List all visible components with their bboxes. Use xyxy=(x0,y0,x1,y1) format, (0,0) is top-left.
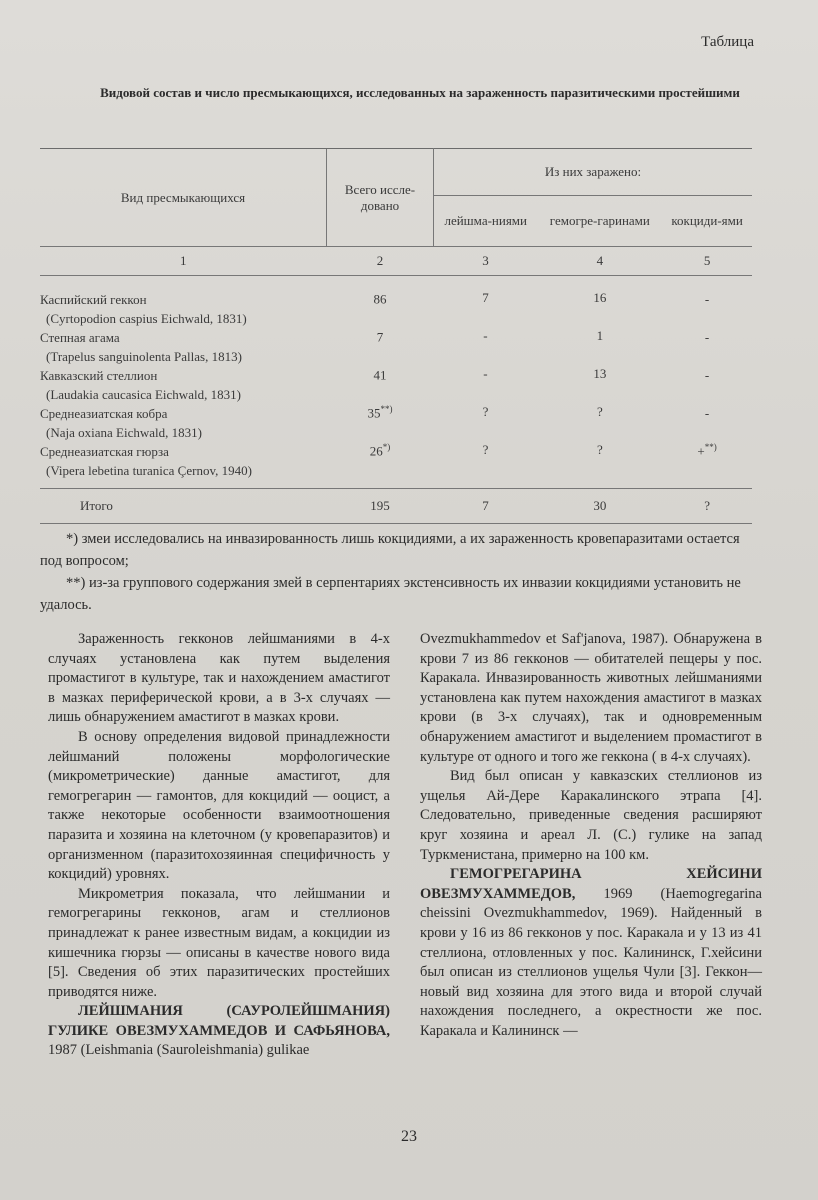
cell-leish: ? xyxy=(482,442,489,457)
paragraph: В основу определения видовой принадлежности лейшманий положены морфологические (микрометрические) данные амастигот, для гемогрегарин — гамонтов, для кокцидий — ооцист, а также некоторые особенности взаимоотношения паразита и хозяина на клеточном (у кровепаразитов) и организменном (паразитохозяинная специфичность у кокцидий) уровнях. xyxy=(48,728,390,883)
species-latin: (Vipera lebetina turanica Çernov, 1940) xyxy=(46,463,252,478)
species-latin: (Laudakia caucasica Eichwald, 1831) xyxy=(46,387,241,402)
cell-leish: 7 xyxy=(482,290,489,305)
paragraph: Вид был описан у кавказских стеллионов из ущелья Ай-Дере Каракалинского этрапа [4]. Следовательно, приведенные сведения расширяют круг хозяина и ареал Л. (С.) гулике на запад Туркменистана, примерно на 100 км. xyxy=(420,768,762,863)
table-notes xyxy=(40,528,760,616)
column-numbers-row xyxy=(40,247,752,276)
cell-haemo: ? xyxy=(596,404,603,419)
species-heading: ЛЕЙШМАНИЯ (САУРОЛЕЙШМАНИЯ) ГУЛИКЕ ОВЕЗМУХАММЕДОВ И САФЬЯНОВА, xyxy=(48,1003,390,1039)
cell-cocc: - xyxy=(704,329,710,345)
colnum: 5 xyxy=(662,247,752,276)
cell-haemo: 13 xyxy=(593,366,607,381)
text-column-left xyxy=(48,630,390,1061)
text-column-right xyxy=(420,630,762,1041)
cell-total: 41 xyxy=(373,367,387,383)
species-name: Среднеазиатская гюрза xyxy=(40,444,169,459)
cell-cocc: +**) xyxy=(697,442,717,459)
paragraph: Зараженность гекконов лейшманиями в 4-х случаях установлена как путем выделения промастигот в культуре, так и нахождением амастигот в мазках периферической крови, а в 3-х случаях — лишь обнаружением амастигот в мазках крови. xyxy=(48,631,390,726)
species-latin: (Cyrtopodion caspius Eichwald, 1831) xyxy=(46,311,247,326)
species-name: Кавказский стеллион xyxy=(40,368,158,383)
table-title: Видовой состав и число пресмыкающихся, исследованных на зараженность паразитическими простейшими xyxy=(100,85,740,100)
cell-cocc: - xyxy=(704,291,710,307)
species-name: Степная агама xyxy=(40,330,120,345)
sum-haemo: 30 xyxy=(537,489,662,524)
header-coccidia: кокциди-ями xyxy=(662,196,752,247)
species-name: Каспийский геккон xyxy=(40,292,147,307)
data-table xyxy=(40,148,752,524)
colnum: 3 xyxy=(434,247,538,276)
header-leishmania: лейшма-ниями xyxy=(434,196,538,247)
species-latin: (Trapelus sanguinolenta Pallas, 1813) xyxy=(46,349,242,364)
header-haemogregarina: гемогре-гаринами xyxy=(537,196,662,247)
table-row xyxy=(40,290,752,328)
cell-haemo: ? xyxy=(596,442,603,457)
cell-cocc: - xyxy=(704,405,710,421)
paragraph: ЛЕЙШМАНИЯ (САУРОЛЕЙШМАНИЯ) ГУЛИКЕ ОВЕЗМУХАММЕДОВ И САФЬЯНОВА, 1987 (Leishmania (Sauroleishmania) gulikae xyxy=(48,1003,390,1059)
table-row xyxy=(40,366,752,404)
total-row xyxy=(40,489,752,524)
species-latin: (Naja oxiana Eichwald, 1831) xyxy=(46,425,202,440)
cell-total: 7 xyxy=(376,329,384,345)
cell-total: 86 xyxy=(373,291,387,307)
table-row xyxy=(40,442,752,480)
note-2: **) из-за группового содержания змей в серпентариях экстенсивность их инвазии кокцидиями установить не удалось. xyxy=(40,575,741,613)
header-total: Всего иссле-довано xyxy=(327,149,434,247)
colnum: 2 xyxy=(327,247,434,276)
cell-total: 26*) xyxy=(369,442,391,459)
cell-haemo: 16 xyxy=(593,290,607,305)
cell-haemo: 1 xyxy=(596,328,604,343)
cell-total: 35**) xyxy=(367,404,393,421)
cell-cocc: - xyxy=(704,367,710,383)
paragraph: ГЕМОГРЕГАРИНА ХЕЙСИНИ ОВЕЗМУХАММЕДОВ, 1969 (Haemogregarina cheissini Ovezmukhammedov, 1969). Найденный в крови у 16 из 86 гекконов у пос. Каракала и у 13 из 41 стеллиона, отловленных у пос. Калининск, Г.хейсини был описан из стеллионов ущелья Чули [3]. Геккон— новый вид хозяина для этого вида и второй случай нахождения последнего, а окрестности же пос. Каракала и Калининск — xyxy=(420,866,762,1039)
species-name: Среднеазиатская кобра xyxy=(40,406,168,421)
note-1: *) змеи исследовались на инвазированность лишь кокцидиями, а их зараженность кровепаразитами остается под вопросом; xyxy=(40,531,740,569)
cell-leish: ? xyxy=(482,404,489,419)
header-species: Вид пресмыкающихся xyxy=(40,149,327,247)
cell-leish: - xyxy=(483,328,488,343)
cell-leish: - xyxy=(483,366,488,381)
sum-leish: 7 xyxy=(434,489,538,524)
total-label: Итого xyxy=(40,489,327,524)
paragraph: Микрометрия показала, что лейшмании и гемогрегарины гекконов, агам и стеллионов принадлежат к ранее известным видам, а кокцидии из кишечника гюрзы — описаны в качестве нового вида [5]. Сведения об этих паразитических простейших приводятся ниже. xyxy=(48,885,390,1000)
page-number: 23 xyxy=(401,1128,417,1145)
sum-cocc: ? xyxy=(662,489,752,524)
table-label: Таблица xyxy=(701,34,754,50)
paragraph: Ovezmukhammedov et Saf'janova, 1987). Обнаружена в крови 7 из 86 гекконов — обитателей пещеры у пос. Каракала. Инвазированность животных лейшманиями установлена как путем нахождения амастигот в мазках крови (в 3-х случаях), так и одновременным обнаружением амастигот и выделением промастигот в культуре от одного и того же геккона ( в 4-х случаях). xyxy=(420,631,762,765)
sum-total: 195 xyxy=(327,489,434,524)
colnum: 1 xyxy=(40,247,327,276)
colnum: 4 xyxy=(537,247,662,276)
header-infected: Из них заражено: xyxy=(434,149,753,196)
table-row xyxy=(40,328,752,366)
table-row xyxy=(40,404,752,442)
species-heading: ГЕМОГРЕГАРИНА ХЕЙСИНИ ОВЕЗМУХАММЕДОВ, xyxy=(420,866,762,902)
